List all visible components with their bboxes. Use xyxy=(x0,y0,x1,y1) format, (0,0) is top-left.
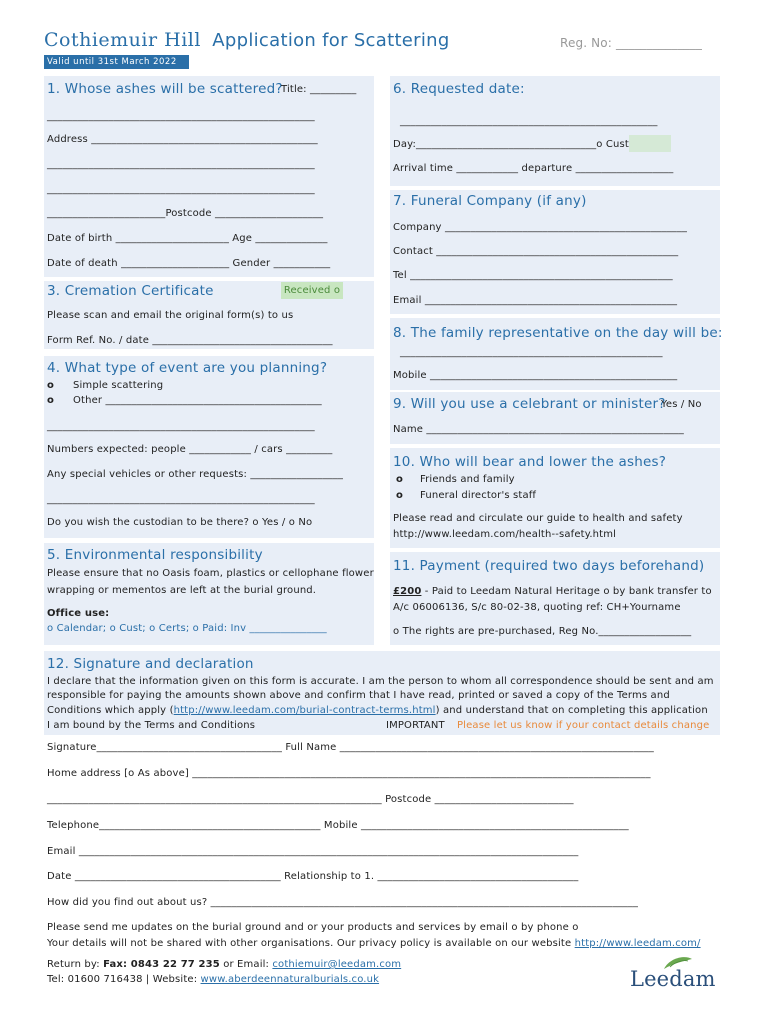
office-use-options: o Calendar; o Cust; o Certs; o Paid: Inv _______________ xyxy=(47,623,327,634)
funeral-staff-option: Funeral director's staff xyxy=(420,490,537,501)
return-email-link[interactable]: cothiemuir@leedam.com xyxy=(272,959,402,970)
health-safety-text: Please read and circulate our guide to health and safety xyxy=(393,513,683,524)
important-label: IMPORTANT xyxy=(386,720,445,731)
representative-mobile-field[interactable]: Mobile ________________________________________________ xyxy=(393,370,678,381)
received-checkbox[interactable]: Received o xyxy=(281,282,343,299)
form-title xyxy=(44,29,450,51)
scan-instructions: Please scan and email the original form(s) to us xyxy=(47,310,294,321)
celebrant-yes-no[interactable]: Yes / No xyxy=(661,399,702,410)
privacy-line xyxy=(47,938,701,949)
title-field[interactable]: Title: _________ xyxy=(281,84,357,95)
home-address-field[interactable]: Home address [o As above] _________________________________________________________________________________________ xyxy=(47,768,651,779)
option-radio-icon[interactable]: o xyxy=(396,474,404,485)
section-6-heading: 6. Requested date: xyxy=(393,81,525,97)
celebrant-name-field[interactable]: Name __________________________________________________ xyxy=(393,424,684,435)
section-3-heading: 3. Cremation Certificate xyxy=(47,283,214,299)
logo-wordmark: Leedam xyxy=(630,967,716,991)
section-4-heading: 4. What type of event are you planning? xyxy=(47,360,328,376)
section-5-heading: 5. Environmental responsibility xyxy=(47,547,263,563)
representative-line[interactable]: ___________________________________________________ xyxy=(400,347,663,358)
requested-date-line[interactable]: __________________________________________________ xyxy=(400,116,658,127)
how-found-field[interactable]: How did you find out about us? ___________________________________________________________________________________ xyxy=(47,897,639,908)
privacy-text: Your details will not be shared with other organisations. Our privacy policy is available on our website xyxy=(47,938,575,949)
environment-text-2: wrapping or mementos are left at the burial ground. xyxy=(47,585,317,596)
company-email-field[interactable]: Email _________________________________________________ xyxy=(393,295,678,306)
declaration-line-1: I declare that the information given on this form is accurate. I am the person to whom all correspondence should be sent and am xyxy=(47,676,714,687)
declaration-line-4: I am bound by the Terms and Conditions xyxy=(47,720,256,731)
payment-text: - Paid to Leedam Natural Heritage o by bank transfer to xyxy=(421,586,712,597)
arrival-departure-field[interactable]: Arrival time ____________ departure ___________________ xyxy=(393,163,674,174)
dob-age-field[interactable]: Date of birth ______________________ Age ______________ xyxy=(47,233,328,244)
price: £200 xyxy=(393,586,422,597)
environment-text-1: Please ensure that no Oasis foam, plastics or cellophane flower xyxy=(47,568,374,579)
office-use-label: Office use: xyxy=(47,608,110,619)
section-11-heading: 11. Payment (required two days beforehand) xyxy=(393,558,705,574)
day-field[interactable]: Day:___________________________________o Cust xyxy=(393,139,629,150)
updates-preference[interactable]: Please send me updates on the burial ground and or your products and services by email o by phone o xyxy=(47,922,579,933)
tel-website-line xyxy=(47,974,379,985)
form-ref-field[interactable]: Form Ref. No. / date ___________________________________ xyxy=(47,335,333,346)
postcode-field[interactable]: _______________________Postcode _____________________ xyxy=(47,208,324,219)
return-email-label: or Email: xyxy=(219,959,273,970)
website-link[interactable]: www.aberdeennaturalburials.co.uk xyxy=(200,974,380,985)
friends-family-option: Friends and family xyxy=(420,474,515,485)
title-rest: Application for Scattering xyxy=(212,30,450,51)
address-field[interactable]: Address ____________________________________________ xyxy=(47,134,318,145)
section-9-heading: 9. Will you use a celebrant or minister? xyxy=(393,396,666,412)
return-label: Return by: xyxy=(47,959,104,970)
payment-line-2: A/c 06006136, S/c 80-02-38, quoting ref: CH+Yourname xyxy=(393,602,681,613)
home-postcode-field[interactable]: _________________________________________________________________ Postcode ___________________________ xyxy=(47,794,574,805)
section-10-heading: 10. Who will bear and lower the ashes? xyxy=(393,454,667,470)
custodian-question[interactable]: Do you wish the custodian to be there? o Yes / o No xyxy=(47,517,313,528)
telephone-mobile-field[interactable]: Telephone___________________________________________ Mobile ____________________________________________________ xyxy=(47,820,629,831)
reg-no: Reg. No: ______________ xyxy=(560,36,703,50)
declaration-line-3 xyxy=(47,705,708,716)
declaration-text-b: ) and understand that on completing this application xyxy=(435,705,708,716)
rights-prepurchased-option[interactable]: o The rights are pre-purchased, Reg No.__________________ xyxy=(393,626,692,637)
option-radio-icon[interactable]: o xyxy=(396,490,404,501)
declaration-text-a: Conditions which apply ( xyxy=(47,705,174,716)
date-relationship-field[interactable]: Date ________________________________________ Relationship to 1. _______________________________________ xyxy=(47,871,579,882)
section-7-heading: 7. Funeral Company (if any) xyxy=(393,193,587,209)
return-line xyxy=(47,959,401,970)
name-line[interactable]: ____________________________________________________ xyxy=(47,111,315,122)
return-fax: Fax: 0843 22 77 235 xyxy=(103,959,220,970)
special-requests-line[interactable]: ____________________________________________________ xyxy=(47,494,315,505)
section-1-heading: 1. Whose ashes will be scattered? xyxy=(47,81,283,97)
option-radio-icon[interactable]: o xyxy=(47,380,55,391)
tel-text: Tel: 01600 716438 | Website: xyxy=(47,974,201,985)
address-line-2[interactable]: ____________________________________________________ xyxy=(47,159,315,170)
cust-highlight xyxy=(629,135,671,152)
title-main: Cothiemuir Hill xyxy=(44,29,201,51)
email-field[interactable]: Email _________________________________________________________________________________________________ xyxy=(47,846,579,857)
numbers-expected-field[interactable]: Numbers expected: people ____________ / cars _________ xyxy=(47,444,333,455)
dod-gender-field[interactable]: Date of death _____________________ Gender ___________ xyxy=(47,258,331,269)
company-field[interactable]: Company _______________________________________________ xyxy=(393,222,688,233)
special-requests-field[interactable]: Any special vehicles or other requests: __________________ xyxy=(47,469,344,480)
terms-link[interactable]: http://www.leedam.com/burial-contract-terms.html xyxy=(173,705,436,716)
health-safety-link[interactable]: http://www.leedam.com/health--safety.html xyxy=(393,529,617,540)
section-12-heading: 12. Signature and declaration xyxy=(47,656,254,672)
valid-until-badge: Valid until 31st March 2022 xyxy=(44,55,189,69)
important-note: Please let us know if your contact details change xyxy=(457,720,710,731)
simple-scattering-option: Simple scattering xyxy=(73,380,164,391)
contact-field[interactable]: Contact _______________________________________________ xyxy=(393,246,679,257)
option-radio-icon[interactable]: o xyxy=(47,395,55,406)
declaration-line-2: responsible for paying the amounts shown above and confirm that I have read, printed or saved a copy of the Terms and xyxy=(47,690,670,701)
leedam-logo xyxy=(626,955,718,993)
address-line-3[interactable]: ____________________________________________________ xyxy=(47,184,315,195)
company-tel-field[interactable]: Tel ___________________________________________________ xyxy=(393,270,673,281)
payment-line-1 xyxy=(393,586,712,597)
other-option[interactable]: Other __________________________________________ xyxy=(73,395,322,406)
section-1-panel xyxy=(44,76,374,277)
section-8-heading: 8. The family representative on the day will be: xyxy=(393,325,723,341)
signature-fullname-field[interactable]: Signature____________________________________ Full Name _____________________________________________________________ xyxy=(47,742,654,753)
privacy-link[interactable]: http://www.leedam.com/ xyxy=(574,938,701,949)
other-line[interactable]: ____________________________________________________ xyxy=(47,421,315,432)
